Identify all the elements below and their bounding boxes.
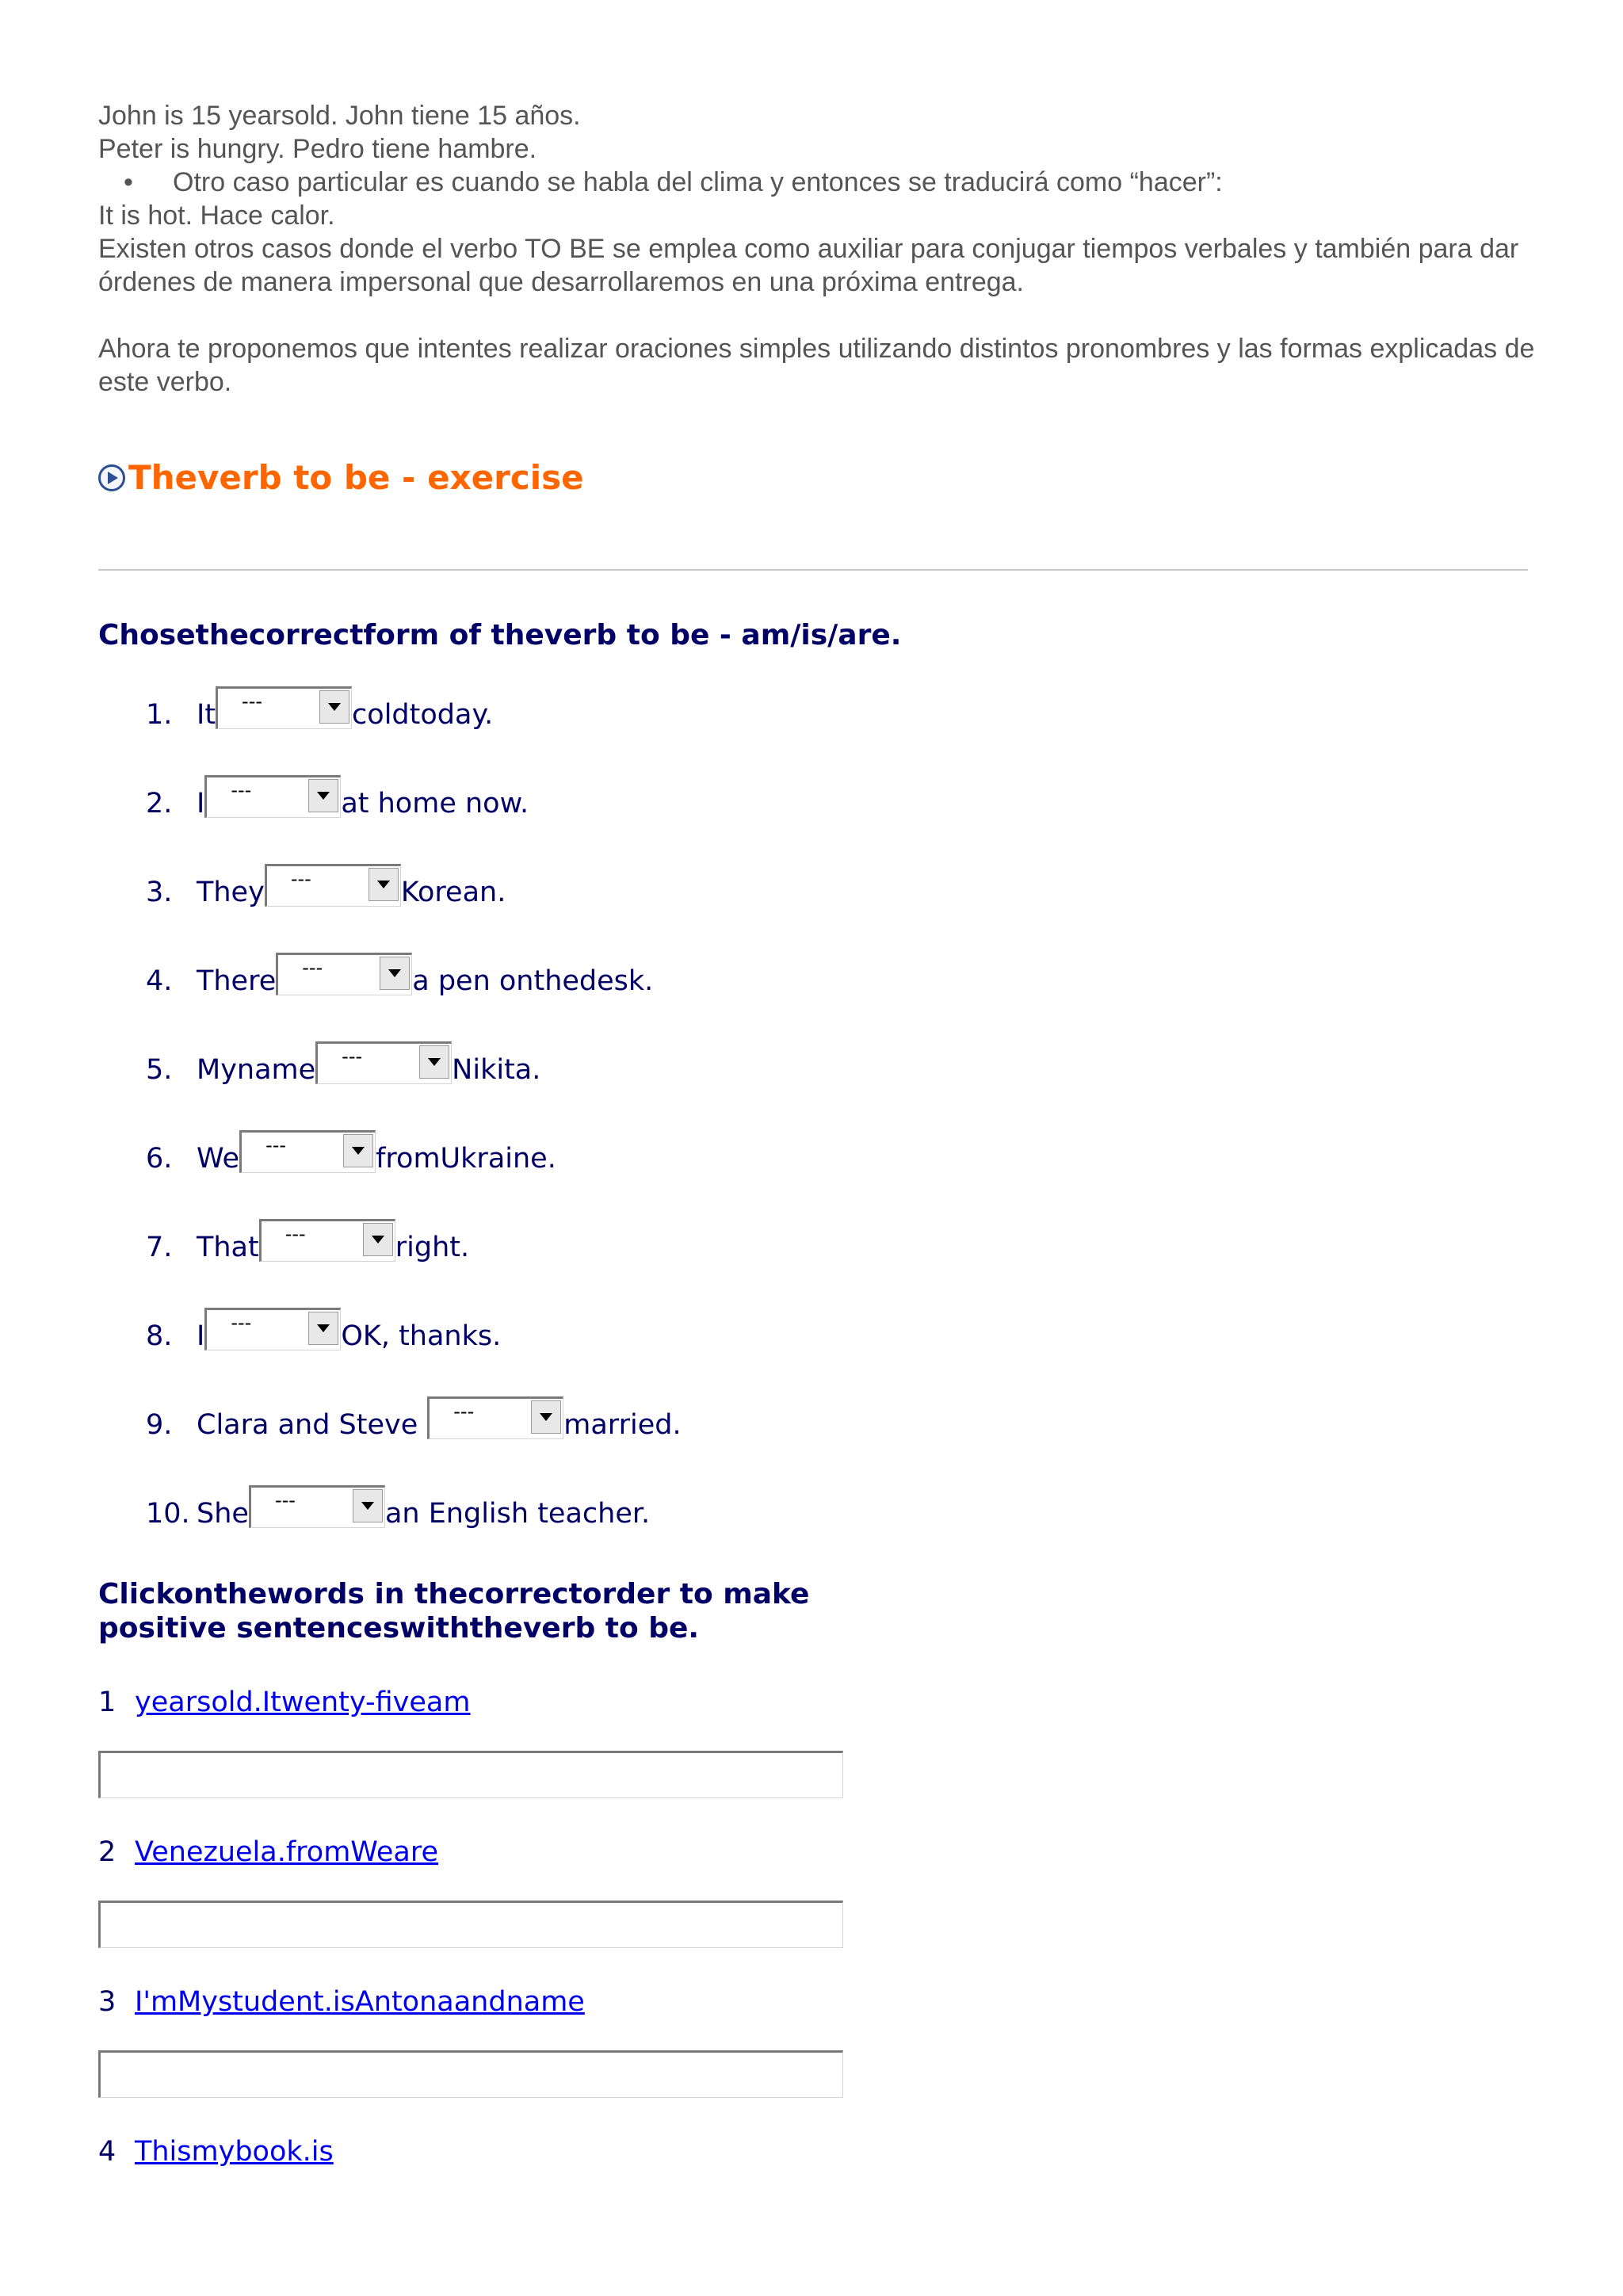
bullet-dot: • [124,167,133,197]
question-before: There [197,965,277,997]
word-link[interactable]: Venezuela.fromWeare [135,1836,439,1868]
question-after: married. [563,1409,682,1441]
question-number: 10. [146,1498,190,1530]
chevron-down-icon [388,969,401,977]
question-number: 9. [146,1409,173,1441]
question-after: Nikita. [452,1054,541,1086]
answer-select[interactable] [204,1308,341,1350]
select-value: --- [302,957,323,979]
intro-text [98,99,1549,399]
question-after: fromUkraine. [376,1143,556,1175]
question-10 [146,1482,650,1530]
dropdown-button[interactable] [353,1489,383,1522]
play-circle-icon [98,464,125,491]
word-item-number: 4 [98,2136,116,2168]
question-after: right. [395,1232,470,1263]
select-value: --- [274,1489,296,1511]
answer-select[interactable] [259,1219,395,1262]
question-before: It [197,699,216,731]
word-link[interactable]: Thismybook.is [135,2136,334,2168]
question-before: That [197,1232,259,1263]
intro-bullet [98,166,1549,199]
select-value: --- [285,1223,306,1245]
question-1 [146,683,493,731]
word-item-3 [98,1986,585,2018]
answer-select[interactable] [427,1396,563,1439]
answer-textbox[interactable] [98,2050,843,2098]
select-value: --- [290,868,311,890]
question-before: She [197,1498,249,1530]
intro-paragraph-2: Ahora te proponemos que intentes realizar oraciones simples utilizando distintos pronombres y las formas explicadas de este verbo. [98,334,1535,397]
question-number: 5. [146,1054,173,1086]
question-number: 3. [146,877,173,908]
intro-line-3: It is hot. Hace calor. [98,201,335,231]
exercise-title-text: Theverb to be - exercise [128,458,584,497]
select-value: --- [231,779,252,801]
select-value: --- [342,1045,363,1068]
dropdown-button[interactable] [343,1134,373,1167]
chevron-down-icon [317,1324,330,1332]
word-item-number: 2 [98,1836,116,1868]
question-before: Myname [197,1054,316,1086]
chevron-down-icon [352,1147,365,1155]
answer-select[interactable] [315,1041,452,1084]
question-5 [146,1038,540,1086]
words-instruction-line-2: positive sentenceswiththeverb to be. [98,1612,700,1645]
question-number: 4. [146,965,173,997]
question-number: 1. [146,699,173,731]
question-number: 2. [146,788,173,819]
spacer [98,299,1549,332]
question-6 [146,1127,556,1175]
exercise-title[interactable] [98,458,584,497]
answer-textbox[interactable] [98,1751,843,1798]
dropdown-button[interactable] [369,868,399,901]
dropdown-button[interactable] [308,779,338,812]
question-number: 7. [146,1232,173,1263]
question-8 [146,1305,501,1352]
word-item-number: 1 [98,1687,116,1718]
question-before: I [197,788,205,819]
answer-select[interactable] [276,953,412,995]
question-4 [146,949,653,997]
question-before: Clara and Steve [197,1409,418,1441]
dropdown-button[interactable] [319,690,349,724]
question-after: Korean. [400,877,506,908]
dropdown-button[interactable] [363,1223,393,1256]
chevron-down-icon [317,792,330,800]
question-3 [146,861,506,908]
dropdown-button[interactable] [531,1400,561,1434]
answer-select[interactable] [249,1485,385,1528]
question-after: an English teacher. [384,1498,651,1530]
question-after: at home now. [341,788,529,819]
divider [98,569,1528,571]
question-before: I [197,1320,205,1352]
chevron-down-icon [377,881,390,888]
select-value: --- [231,1312,252,1334]
word-item-1 [98,1687,470,1718]
answer-select[interactable] [216,686,352,729]
question-9 [146,1393,682,1441]
dropdown-button[interactable] [380,957,410,990]
answer-select[interactable] [239,1130,376,1173]
intro-line-1: John is 15 yearsold. John tiene 15 años. [98,101,581,131]
chevron-down-icon [372,1236,384,1244]
dropdown-button[interactable] [308,1312,338,1345]
exercise-instruction: Chosethecorrectform of theverb to be - am/is/are. [98,619,902,651]
dropdown-button[interactable] [419,1045,449,1079]
intro-paragraph-1: Existen otros casos donde el verbo TO BE se emplea como auxiliar para conjugar tiempos verbales y también para dar órdenes de manera impersonal que desarrollaremos en una próxima entrega. [98,234,1519,297]
question-number: 8. [146,1320,173,1352]
question-after: OK, thanks. [341,1320,502,1352]
words-instruction [98,1577,812,1645]
select-value: --- [453,1400,475,1423]
answer-select[interactable] [204,775,341,818]
word-link[interactable]: I'mMystudent.isAntonaandname [135,1986,585,2018]
question-before: They [197,877,265,908]
intro-bullet-text: Otro caso particular es cuando se habla del clima y entonces se traducirá como “hacer”: [173,167,1223,197]
chevron-down-icon [328,703,341,711]
words-instruction-line-1: Clickonthewords in thecorrectorder to make [98,1578,810,1610]
intro-line-2: Peter is hungry. Pedro tiene hambre. [98,134,537,164]
select-value: --- [265,1134,287,1156]
answer-select[interactable] [265,864,401,907]
question-7 [146,1216,469,1263]
select-value: --- [242,690,263,712]
question-after: a pen onthedesk. [412,965,654,997]
word-item-number: 3 [98,1986,116,2018]
question-number: 6. [146,1143,173,1175]
question-after: coldtoday. [352,699,494,731]
word-item-4 [98,2136,334,2168]
answer-textbox[interactable] [98,1901,843,1948]
question-2 [146,772,529,819]
chevron-down-icon [540,1413,552,1421]
word-item-2 [98,1836,438,1868]
chevron-down-icon [361,1502,374,1510]
question-before: We [197,1143,240,1175]
word-link[interactable]: yearsold.Itwenty-fiveam [135,1687,471,1718]
chevron-down-icon [428,1058,441,1066]
